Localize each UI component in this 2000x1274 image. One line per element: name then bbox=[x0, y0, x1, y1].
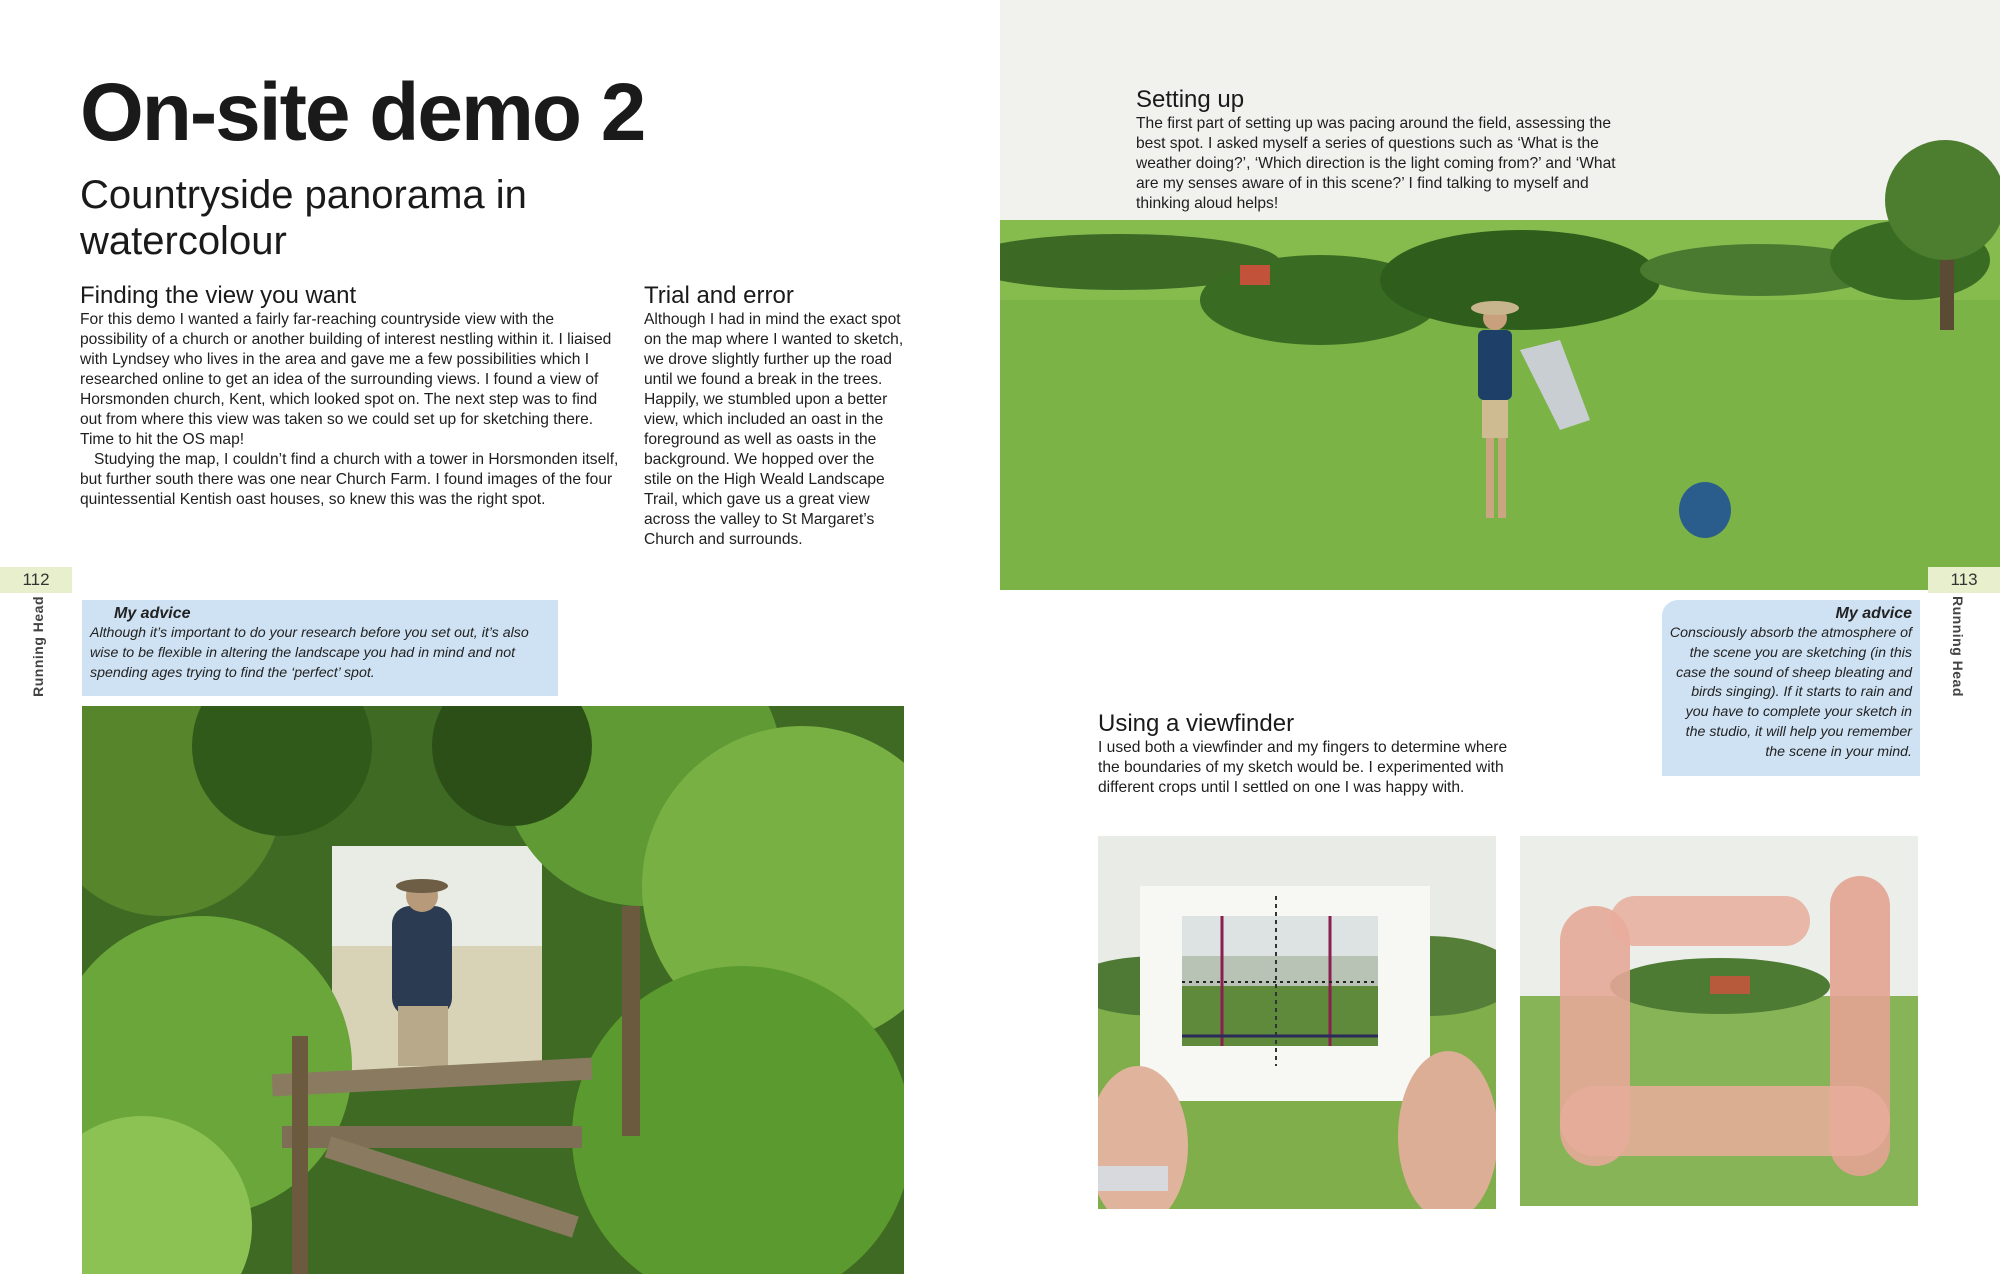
section-finding-view bbox=[80, 282, 620, 510]
running-head-left: Running Head bbox=[30, 596, 46, 697]
advice-text-right: Consciously absorb the atmosphere of the scene you are sketching (in this case the sound of sheep bleating and birds singing). If it starts to rain and you have to complete your sketch in the studio, it will help you remember the scene in your mind. bbox=[1669, 625, 1912, 760]
trial-error-para: Although I had in mind the exact spot on the map where I wanted to sketch, we drove slightly further up the road until we found a break in the trees. Happily, we stumbled upon a better view, which included an oast in the foreground as well as oasts in the background. We hopped over the stile on the High Weald Landscape Trail, which gave us a great view across the valley to St Margaret’s Church and surrounds. bbox=[644, 311, 904, 548]
setting-up-heading: Setting up bbox=[1136, 86, 1245, 113]
section-viewfinder bbox=[1098, 710, 1518, 798]
page-number-left: 112 bbox=[0, 567, 72, 593]
advice-heading-right: My advice bbox=[1835, 605, 1912, 622]
advice-box-left bbox=[82, 600, 558, 696]
section-setting-up bbox=[1136, 86, 1636, 214]
running-head-right: Running Head bbox=[1950, 596, 1966, 697]
advice-text-left: Although it’s important to do your research before you set out, it’s also wise to be flexible in altering the landscape you had in mind and not spending ages trying to find the ‘perfect’ spot. bbox=[90, 625, 529, 681]
photo-finger-frame bbox=[1520, 836, 1918, 1206]
viewfinder-heading: Using a viewfinder bbox=[1098, 710, 1295, 737]
page-subtitle: Countryside panorama in watercolour bbox=[80, 173, 527, 263]
page-title: On-site demo 2 bbox=[80, 67, 645, 158]
photo-hedge-stile bbox=[82, 706, 904, 1274]
viewfinder-para: I used both a viewfinder and my fingers to determine where the boundaries of my sketch would be. I experimented with different crops until I settled on one I was happy with. bbox=[1098, 739, 1508, 796]
finding-view-para-1: For this demo I wanted a fairly far-reaching countryside view with the possibility of a church or another building of interest nestling within it. I liaised with Lyndsey who lives in the area and gave me a few possibilities which I researched online to get an idea of the surrounding views. I found a view of Horsmonden church, Kent, which looked spot on. The next step was to find out from where this view was taken so we could set up for sketching there. Time to hit the OS map! bbox=[80, 311, 612, 448]
section-trial-error bbox=[644, 282, 906, 550]
page-number-right: 113 bbox=[1928, 567, 2000, 593]
finding-view-heading: Finding the view you want bbox=[80, 282, 357, 309]
photo-viewfinder-card bbox=[1098, 836, 1496, 1209]
finding-view-para-2: Studying the map, I couldn’t find a church with a tower in Horsmonden itself, but further south there was one near Church Farm. I found images of the four quintessential Kentish oast houses, so knew this was the right spot. bbox=[80, 451, 619, 508]
trial-error-heading: Trial and error bbox=[644, 282, 794, 309]
advice-box-right bbox=[1662, 600, 1920, 776]
advice-heading-left: My advice bbox=[114, 605, 191, 622]
setting-up-para: The first part of setting up was pacing around the field, assessing the best spot. I asked myself a series of questions such as ‘What is the weather doing?’, ‘Which direction is the light coming from?’ and ‘What are my senses aware of in this scene?’ I find talking to myself and thinking aloud helps! bbox=[1136, 115, 1616, 212]
